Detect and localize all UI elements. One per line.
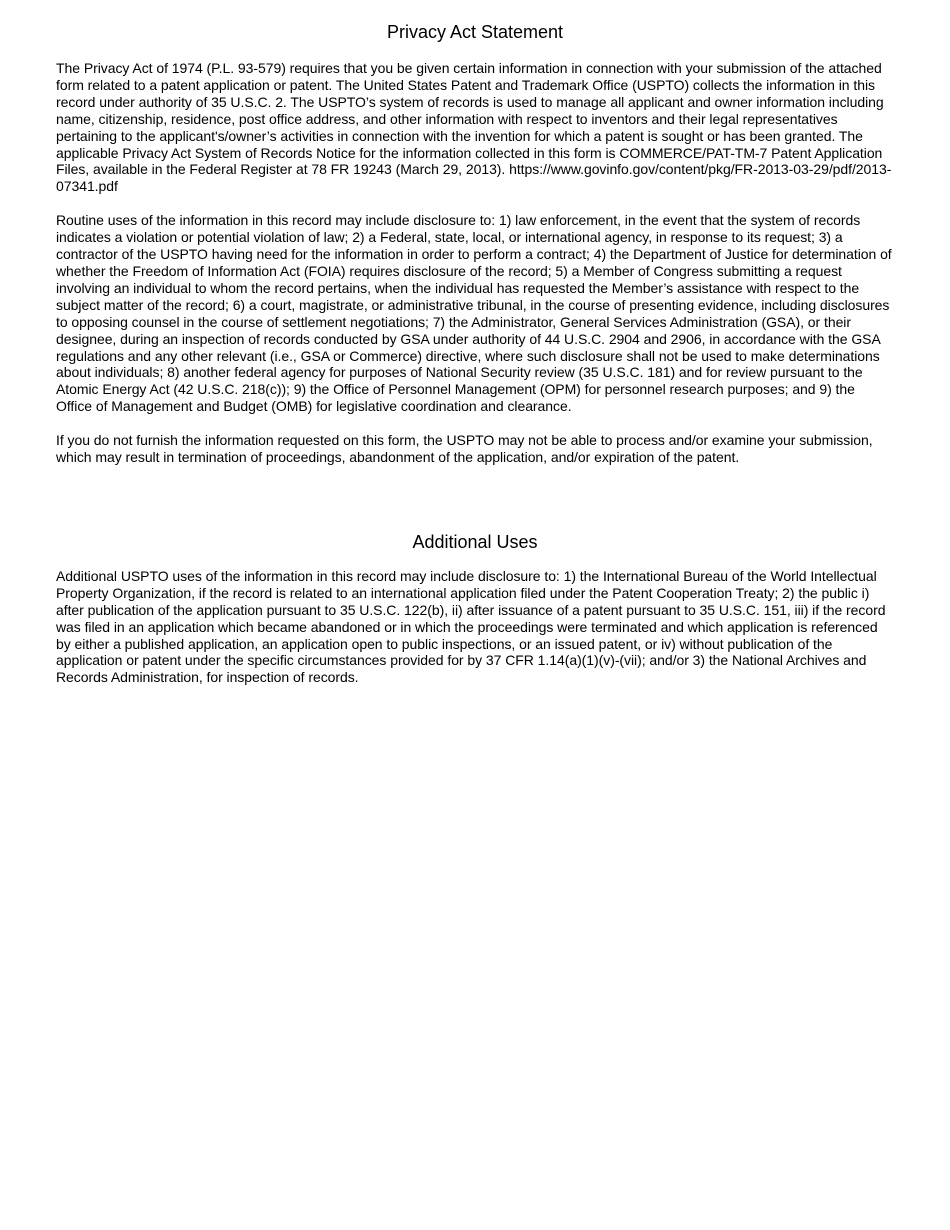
document-page (56, 20, 894, 686)
additional-uses-title: Additional Uses (412, 531, 538, 552)
privacy-act-title: Privacy Act Statement (386, 22, 564, 42)
privacy-act-paragraph-routine-uses: Routine uses of the information in this record may include disclosure to: 1) law enforcement, in the event that the system of records indicates a violation or potential violation of law; 2) a Federal, state, local, or international agency, in response to its request; 3) a contractor of the USPTO having need for the information in order to perform a contract; 4) the Department of Justice for determination of whether the Freedom of Information Act (FOIA) requires disclosure of the record; 5) a Member of Congress submitting a request involving an individual to whom the record pertains, when the individual has requested the Member’s assistance with respect to the subject matter of the record; 6) a court, magistrate, or administrative tribunal, in the course of presenting evidence, including disclosures to opposing counsel in the course of settlement negotiations; 7) the Administrator, General Services Administration (GSA), or their designee, during an inspection of records conducted by GSA under authority of 44 U.S.C. 2904 and 2906, in accordance with the GSA regulations and any other relevant (i.e., GSA or Commerce) directive, where such disclosure shall not be used to make determinations about individuals; 8) another federal agency for purposes of National Security review (35 U.S.C. 181) and for review pursuant to the Atomic Energy Act (42 U.S.C. 218(c)); 9) the Office of Personnel Management (OPM) for personnel research purposes; and 9) the Office of Management and Budget (OMB) for legislative coordination and clearance. (56, 212, 892, 415)
privacy-act-paragraph-authority: The Privacy Act of 1974 (P.L. 93-579) requires that you be given certain information in connection with your submission of the attached form related to a patent application or patent. The United States Patent and Trademark Office (USPTO) collects the information in this record under authority of 35 U.S.C. 2. The USPTO’s system of records is used to manage all applicant and owner information including name, citizenship, residence, post office address, and other information with respect to inventors and their legal representatives pertaining to the applicant's/owner’s activities in connection with the invention for which a patent is sought or has been granted. The applicable Privacy Act System of Records Notice for the information collected in this form is COMMERCE/PAT-TM-7 Patent Application Files, available in the Federal Register at 78 FR 19243 (March 29, 2013). https://www.govinfo.gov/content/pkg/FR-2013-03-29/pdf/2013-07341.pdf (56, 60, 892, 195)
additional-uses-paragraph: Additional USPTO uses of the information in this record may include disclosure to: 1) the International Bureau of the World Intellectual Property Organization, if the record is related to an international application filed under the Patent Cooperation Treaty; 2) the public i) after publication of the application pursuant to 35 U.S.C. 122(b), ii) after issuance of a patent pursuant to 35 U.S.C. 151, iii) if the record was filed in an application which became abandoned or in which the proceedings were terminated and which application is referenced by either a published application, an application open to public inspections, or an issued patent, or iv) without publication of the application or patent under the specific circumstances provided for by 37 CFR 1.14(a)(1)(v)-(vii); and/or 3) the National Archives and Records Administration, for inspection of records. (56, 567, 886, 686)
privacy-act-paragraph-consequences: If you do not furnish the information requested on this form, the USPTO may not be able to process and/or examine your submission, which may result in termination of proceedings, abandonment of the application, and/or expiration of the patent. (56, 432, 873, 466)
